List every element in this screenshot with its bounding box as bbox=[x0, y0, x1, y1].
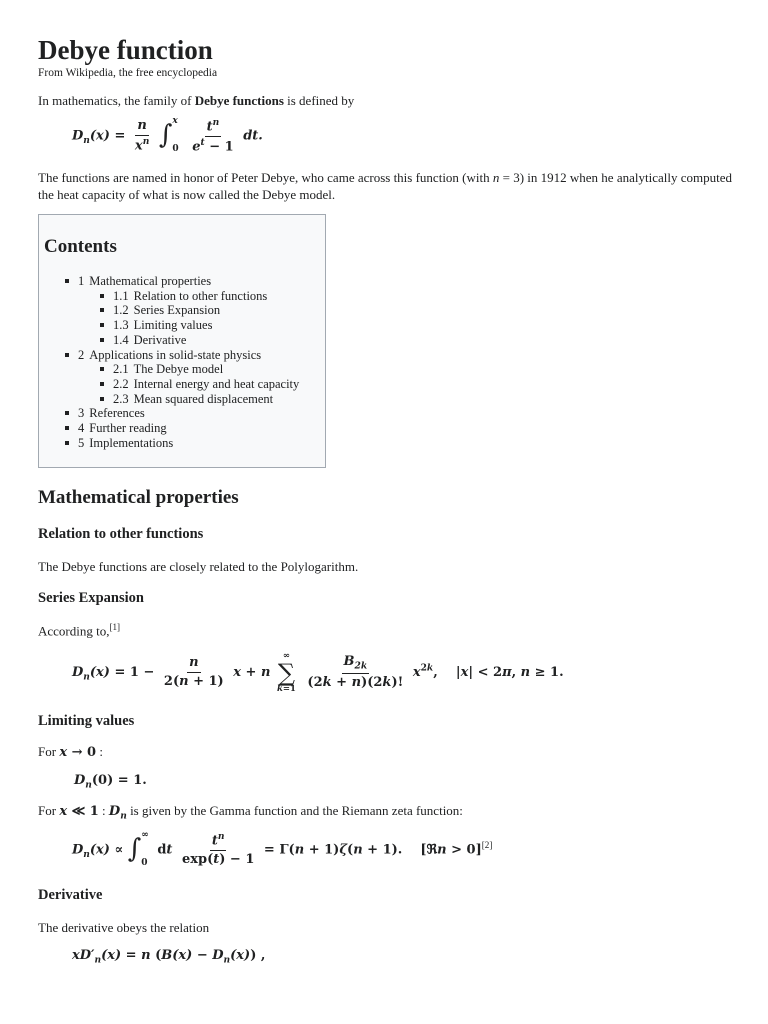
heading-series-expansion: Series Expansion bbox=[38, 590, 144, 606]
toc-item-1-1[interactable] bbox=[100, 289, 299, 304]
toc-item-2[interactable] bbox=[65, 348, 299, 363]
table-of-contents bbox=[38, 214, 326, 468]
toc-item-label[interactable]: Relation to other functions bbox=[133, 288, 268, 303]
toc-item-3[interactable] bbox=[65, 406, 299, 421]
page-title: Debye function bbox=[38, 35, 213, 65]
toc-item-1-3[interactable] bbox=[100, 318, 299, 333]
heading-mathematical-properties: Mathematical properties bbox=[38, 487, 239, 508]
relation-paragraph: The Debye functions are closely related to the Polylogarithm. bbox=[38, 559, 359, 574]
toc-list bbox=[65, 274, 299, 450]
toc-item-label[interactable]: Further reading bbox=[89, 421, 167, 436]
toc-item-number: 4 bbox=[78, 421, 85, 436]
toc-item-1[interactable] bbox=[65, 274, 299, 289]
toc-item-label[interactable]: Limiting values bbox=[133, 318, 213, 333]
toc-item-4[interactable] bbox=[65, 421, 299, 436]
toc-bullet bbox=[65, 279, 69, 283]
toc-bullet bbox=[65, 441, 69, 445]
toc-item-1-2[interactable] bbox=[100, 303, 299, 318]
heading-derivative: Derivative bbox=[38, 887, 103, 903]
limit-condition-1: For x → 0 : bbox=[38, 744, 103, 760]
toc-item-number: 2.3 bbox=[113, 391, 129, 406]
toc-item-2-3[interactable] bbox=[100, 392, 299, 407]
toc-item-2-1[interactable] bbox=[100, 362, 299, 377]
toc-item-label[interactable]: Implementations bbox=[89, 435, 174, 450]
derivative-paragraph: The derivative obeys the relation bbox=[38, 920, 210, 935]
toc-item-number: 2 bbox=[78, 347, 85, 362]
toc-bullet bbox=[100, 308, 104, 312]
toc-bullet bbox=[100, 338, 104, 342]
toc-item-number: 3 bbox=[78, 406, 85, 421]
intro-text-after: is defined by bbox=[283, 93, 355, 108]
toc-item-label[interactable]: Internal energy and heat capacity bbox=[133, 376, 300, 391]
toc-bullet bbox=[65, 426, 69, 430]
intro-bold-term: Debye functions bbox=[194, 93, 284, 108]
toc-bullet bbox=[100, 323, 104, 327]
toc-item-number: 2.2 bbox=[113, 376, 129, 391]
toc-bullet bbox=[65, 353, 69, 357]
heading-limiting-values: Limiting values bbox=[38, 713, 135, 729]
toc-item-number: 1.4 bbox=[113, 332, 129, 347]
toc-item-number: 1.3 bbox=[113, 318, 129, 333]
toc-title: Contents bbox=[44, 236, 117, 257]
derivative-formula: $xD'_n(x) = n$ $(B(x) - D_n(x))$ , bbox=[72, 948, 266, 966]
page-subtitle: From Wikipedia, the free encyclopedia bbox=[38, 67, 218, 79]
limit-condition-2: For x ≪ 1 : $D_n$ is given by the Gamma function and the Riemann zeta function: bbox=[38, 803, 463, 822]
series-formula: $D_n(x) = 1$ − $\frac{n}{2(n + 1)}$ x + n ∞ ∑ k=1 $\frac{B_{2k}}{(2k + n)(2k)!}$ $x^{2k}$, |x| < 2π, n ≥ 1. bbox=[72, 651, 564, 694]
series-paragraph: According to,[1] bbox=[38, 622, 121, 639]
limit-formula-1: $D_n(0) = 1$. bbox=[74, 773, 147, 791]
toc-item-5[interactable] bbox=[65, 436, 299, 451]
toc-bullet bbox=[100, 397, 104, 401]
intro-text: In mathematics, the family of bbox=[38, 93, 195, 108]
toc-bullet bbox=[65, 411, 69, 415]
toc-item-label[interactable]: Series Expansion bbox=[133, 303, 221, 318]
reference-link-2[interactable]: [2] bbox=[481, 840, 493, 851]
reference-link-1[interactable]: [1] bbox=[109, 622, 121, 632]
toc-bullet bbox=[100, 367, 104, 371]
toc-item-label[interactable]: The Debye model bbox=[133, 362, 224, 377]
toc-item-label[interactable]: Mathematical properties bbox=[89, 274, 212, 288]
toc-item-number: 1 bbox=[78, 274, 85, 288]
toc-item-label[interactable]: Applications in solid-state physics bbox=[89, 347, 262, 362]
heading-relation: Relation to other functions bbox=[38, 526, 204, 542]
toc-item-2-2[interactable] bbox=[100, 377, 299, 392]
toc-item-label[interactable]: Derivative bbox=[133, 332, 187, 347]
toc-item-number: 2.1 bbox=[113, 362, 129, 377]
definition-formula: $D_n(x)$ = $\frac{n}{x^n}$ ∫ x 0 $\frac{t^n}{e^t - 1}$ dt. bbox=[72, 116, 263, 155]
toc-bullet bbox=[100, 294, 104, 298]
named-paragraph: The functions are named in honor of Peter Debye, who came across this function (with n = 3) in 1912 when he analytically computed the heat capacity of what is now called the Debye model. bbox=[38, 170, 732, 202]
toc-bullet bbox=[100, 382, 104, 386]
toc-item-number: 1.1 bbox=[113, 288, 129, 303]
intro-paragraph bbox=[38, 93, 354, 110]
toc-item-number: 5 bbox=[78, 435, 85, 450]
limit-formula-2: $D_n(x)$ ∝ ∫ ∞ 0 dt $\frac{t^n}{\exp(t) - 1}$ = Γ(n + 1)ζ(n + 1). [ℜn > 0][2] bbox=[72, 830, 493, 869]
toc-item-1-4[interactable] bbox=[100, 333, 299, 348]
toc-item-label[interactable]: Mean squared displacement bbox=[133, 391, 274, 406]
toc-item-label[interactable]: References bbox=[89, 406, 145, 421]
toc-item-number: 1.2 bbox=[113, 303, 129, 318]
